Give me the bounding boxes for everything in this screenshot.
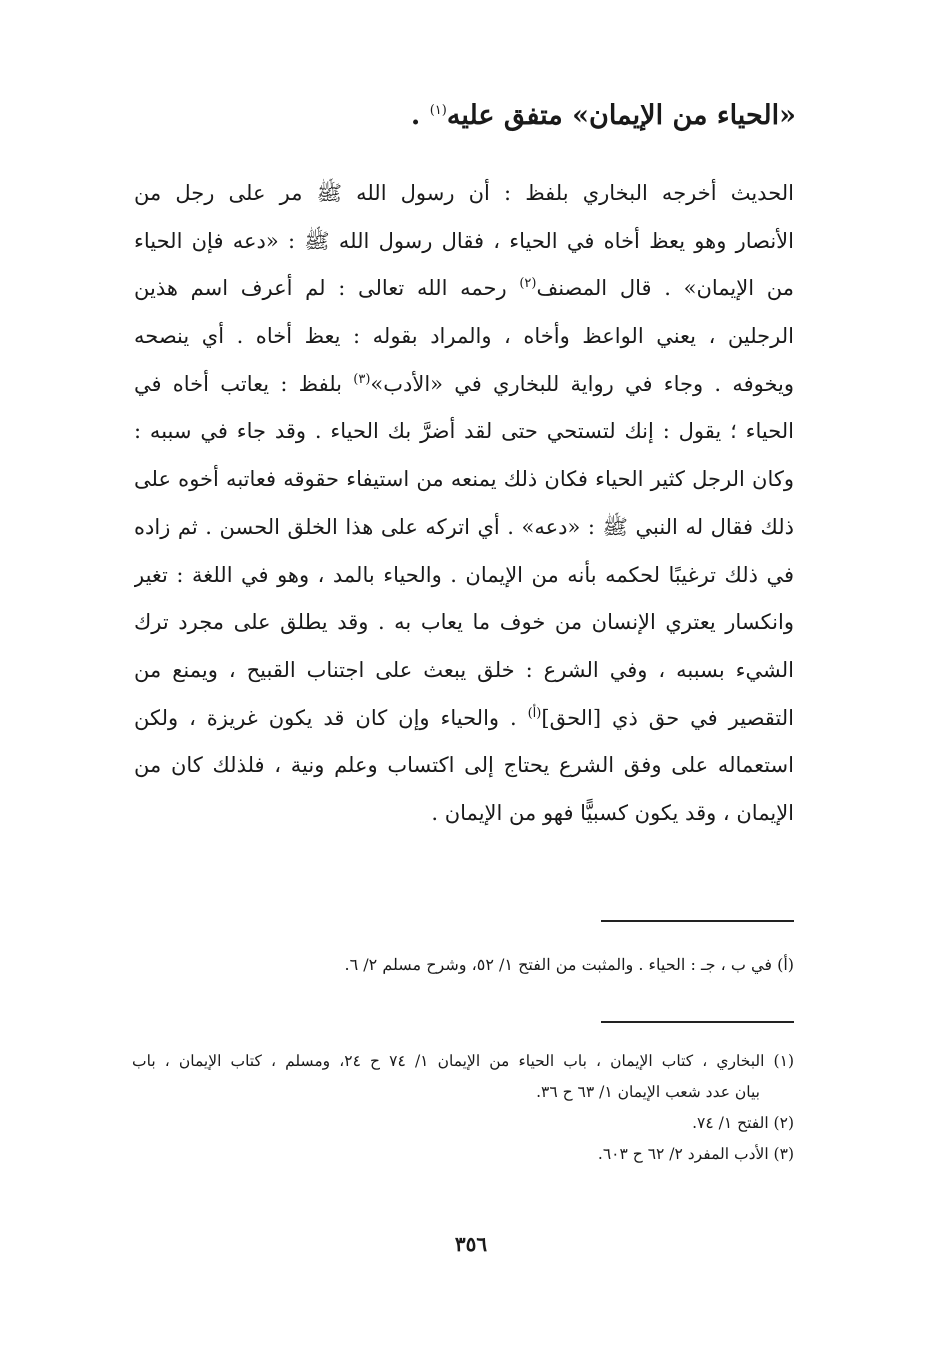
body-line: التقصير في حق ذي [الحق]$^{(أ)}$ . والحياء وإن كان قد يكون غريزة ، ولكن <box>134 705 794 730</box>
body-line: وانكسار يعتري الإنسان من خوف ما يعاب به . وقد يطلق على مجرد ترك <box>134 610 794 635</box>
commentary-body <box>134 170 794 838</box>
body-line: من الإيمان» . قال المصنف$^{(٢)}$ رحمه الله تعالى : لم أعرف اسم هذين <box>134 276 794 301</box>
body-line: استعماله على وفق الشرع يحتاج إلى اكتساب وعلم ونية ، فلذلك كان من <box>134 753 794 778</box>
body-line: ويخوفه . وجاء في رواية للبخاري في «الأدب»$^{(٣)}$ بلفظ : يعاتب أخاه في <box>134 371 794 396</box>
footnote-3: (٣) الأدب المفرد ٢/ ٦٢ ح ٦٠٣. <box>597 1145 794 1163</box>
footnotes <box>132 1046 794 1170</box>
body-line: ذلك فقال له النبي ﷺ : «دعه» . أي اتركه على هذا الخلق الحسن . ثم زاده <box>134 514 794 539</box>
body-line: الشيء بسببه ، وفي الشرع : خلق يبعث على اجتناب القبيح ، ويمنع من <box>134 657 794 682</box>
footnote-ref-2: (٢) <box>519 276 537 292</box>
variant-note: (أ) في ب ، جـ : الحياء . والمثبت من الفتح ١/ ٥٢، وشرح مسلم ٢/ ٦. <box>344 955 794 974</box>
footnote-1-line-2: بيان عدد شعب الإيمان ١/ ٦٣ ح ٣٦. <box>536 1083 760 1101</box>
variant-separator <box>601 920 794 922</box>
footnote-ref-3: (٣) <box>353 371 371 387</box>
hadith-heading-text: «الحياء من الإيمان» متفق عليه <box>446 100 796 131</box>
body-line: الأنصار وهو يعظ أخاه في الحياء ، فقال رسول الله ﷺ : «دعه فإن الحياء <box>134 228 794 253</box>
footnote-separator <box>601 1021 794 1023</box>
hadith-heading-trailing: . <box>410 100 421 131</box>
body-line: الحديث أخرجه البخاري بلفظ : أن رسول الله ﷺ مر على رجل من <box>134 181 794 205</box>
body-line: في ذلك ترغيبًا لحكمه بأنه من الإيمان . والحياء بالمد ، وهو في اللغة : تغير <box>134 562 794 587</box>
hadith-heading <box>136 96 796 136</box>
body-line: الإيمان ، وقد يكون كسبيًّا فهو من الإيمان . <box>431 800 794 825</box>
body-line: وكان الرجل كثير الحياء فكان ذلك يمنعه من استيفاء حقوقه فعاتبه أخوه على <box>134 467 794 492</box>
page-number: ٣٥٦ <box>454 1232 488 1256</box>
body-line: الرجلين ، يعني الواعظ وأخاه ، والمراد بقوله : يعظ أخاه . أي ينصحه <box>134 324 794 349</box>
footnote-2: (٢) الفتح ١/ ٧٤. <box>692 1114 794 1132</box>
footnote-ref-1: (١) <box>429 103 447 118</box>
footnote-1-line-1: (١) البخاري ، كتاب الإيمان ، باب الحياء من الإيمان ١/ ٧٤ ح ٢٤، ومسلم ، كتاب الإيمان ، باب <box>132 1052 794 1070</box>
variant-ref-a: (أ) <box>527 705 542 721</box>
body-line: الحياء ؛ يقول : إنك لتستحي حتى لقد أضرَّ بك الحياء . وقد جاء في سببه : <box>134 419 794 444</box>
